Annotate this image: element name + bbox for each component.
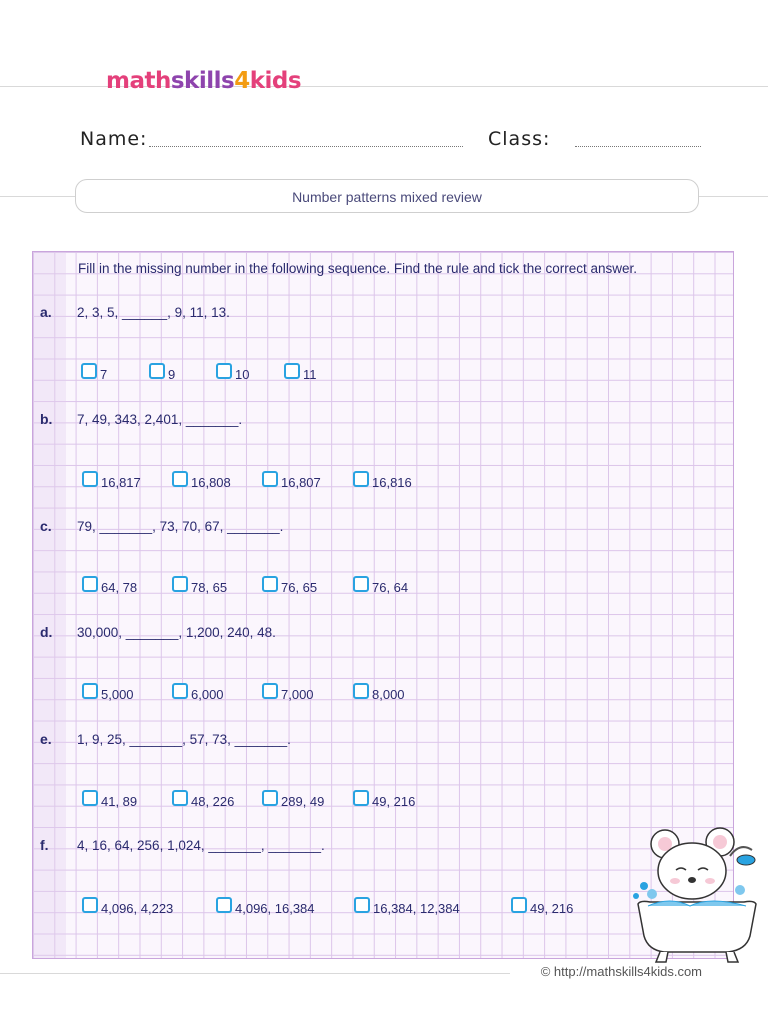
footer-copyright: © http://mathskills4kids.com bbox=[540, 964, 702, 979]
answer-option[interactable]: 76, 64 bbox=[353, 576, 408, 592]
question-label: d. bbox=[40, 624, 53, 640]
checkbox-icon[interactable] bbox=[82, 683, 98, 699]
checkbox-icon[interactable] bbox=[172, 576, 188, 592]
answer-option[interactable]: 10 bbox=[216, 363, 249, 379]
header-rule-right bbox=[699, 196, 768, 197]
checkbox-icon[interactable] bbox=[172, 471, 188, 487]
answer-option[interactable]: 78, 65 bbox=[172, 576, 227, 592]
question-sequence: 30,000, _______, 1,200, 240, 48. bbox=[77, 625, 276, 640]
checkbox-icon[interactable] bbox=[353, 471, 369, 487]
bear-bathtub-illustration bbox=[630, 826, 764, 966]
checkbox-icon[interactable] bbox=[81, 363, 97, 379]
answer-option[interactable]: 6,000 bbox=[172, 683, 224, 699]
checkbox-icon[interactable] bbox=[511, 897, 527, 913]
checkbox-icon[interactable] bbox=[216, 897, 232, 913]
question-sequence: 79, _______, 73, 70, 67, _______. bbox=[77, 519, 284, 534]
checkbox-icon[interactable] bbox=[353, 683, 369, 699]
checkbox-icon[interactable] bbox=[172, 790, 188, 806]
answer-option[interactable]: 48, 226 bbox=[172, 790, 234, 806]
checkbox-icon[interactable] bbox=[262, 576, 278, 592]
checkbox-icon[interactable] bbox=[284, 363, 300, 379]
checkbox-icon[interactable] bbox=[172, 683, 188, 699]
answer-option[interactable]: 4,096, 16,384 bbox=[216, 897, 315, 913]
class-label: Class: bbox=[488, 128, 551, 150]
question-label: a. bbox=[40, 304, 52, 320]
answer-option[interactable]: 11 bbox=[284, 363, 317, 379]
question-label: e. bbox=[40, 731, 52, 747]
answer-option[interactable]: 64, 78 bbox=[82, 576, 137, 592]
answer-option[interactable]: 16,384, 12,384 bbox=[354, 897, 460, 913]
checkbox-icon[interactable] bbox=[353, 576, 369, 592]
question-label: b. bbox=[40, 411, 53, 427]
checkbox-icon[interactable] bbox=[149, 363, 165, 379]
answer-option[interactable]: 16,817 bbox=[82, 471, 141, 487]
answer-option[interactable]: 16,807 bbox=[262, 471, 321, 487]
answer-option[interactable]: 8,000 bbox=[353, 683, 405, 699]
answer-option[interactable]: 41, 89 bbox=[82, 790, 137, 806]
question-sequence: 2, 3, 5, ______, 9, 11, 13. bbox=[77, 305, 230, 320]
header-rule bbox=[0, 196, 75, 197]
answer-option[interactable]: 7,000 bbox=[262, 683, 314, 699]
answer-option[interactable]: 289, 49 bbox=[262, 790, 324, 806]
footer-rule bbox=[0, 973, 510, 974]
answer-option[interactable]: 16,808 bbox=[172, 471, 231, 487]
checkbox-icon[interactable] bbox=[262, 790, 278, 806]
checkbox-icon[interactable] bbox=[82, 471, 98, 487]
question-sequence: 4, 16, 64, 256, 1,024, _______, _______. bbox=[77, 838, 325, 853]
worksheet-title: Number patterns mixed review bbox=[75, 179, 699, 213]
instructions: Fill in the missing number in the following sequence. Find the rule and tick the correct answer. bbox=[78, 261, 638, 276]
checkbox-icon[interactable] bbox=[353, 790, 369, 806]
name-label: Name: bbox=[80, 128, 148, 150]
question-sequence: 7, 49, 343, 2,401, _______. bbox=[77, 412, 243, 427]
answer-option[interactable]: 7 bbox=[81, 363, 107, 379]
question-label: f. bbox=[40, 837, 49, 853]
answer-option[interactable]: 5,000 bbox=[82, 683, 134, 699]
question-sequence: 1, 9, 25, _______, 57, 73, _______. bbox=[77, 732, 291, 747]
checkbox-icon[interactable] bbox=[262, 471, 278, 487]
logo: mathskills4kids bbox=[106, 68, 302, 94]
answer-option[interactable]: 49, 216 bbox=[353, 790, 415, 806]
name-field[interactable] bbox=[149, 146, 463, 147]
answer-option[interactable]: 9 bbox=[149, 363, 175, 379]
answer-option[interactable]: 16,816 bbox=[353, 471, 412, 487]
checkbox-icon[interactable] bbox=[82, 897, 98, 913]
class-field[interactable] bbox=[575, 146, 701, 147]
question-label: c. bbox=[40, 518, 52, 534]
checkbox-icon[interactable] bbox=[354, 897, 370, 913]
checkbox-icon[interactable] bbox=[82, 790, 98, 806]
checkbox-icon[interactable] bbox=[262, 683, 278, 699]
answer-option[interactable]: 76, 65 bbox=[262, 576, 317, 592]
answer-option[interactable]: 4,096, 4,223 bbox=[82, 897, 173, 913]
answer-option[interactable]: 49, 216 bbox=[511, 897, 573, 913]
checkbox-icon[interactable] bbox=[216, 363, 232, 379]
checkbox-icon[interactable] bbox=[82, 576, 98, 592]
